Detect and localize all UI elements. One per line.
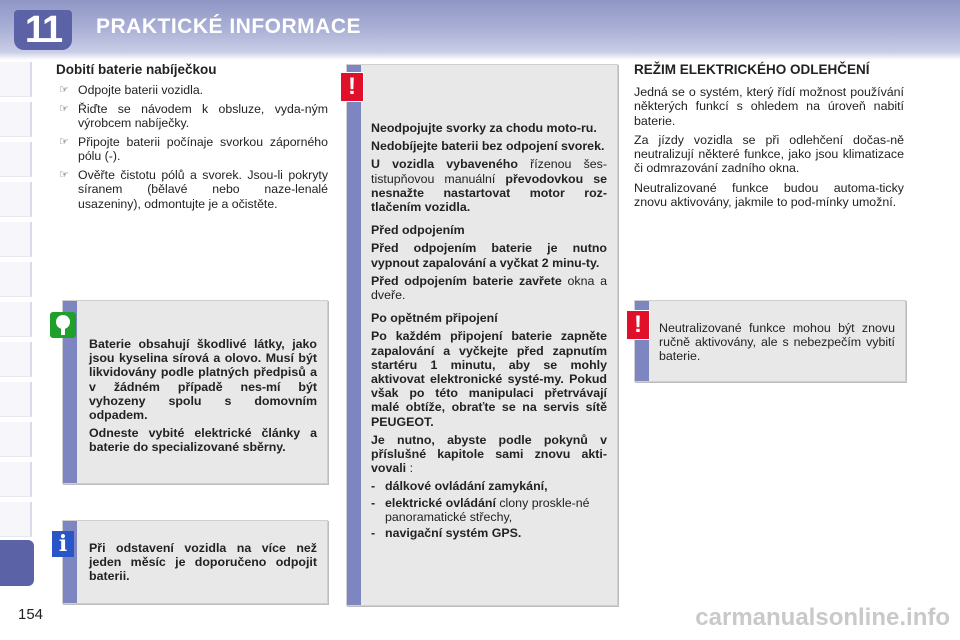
subheading: Před odpojením <box>371 223 465 238</box>
watermark: carmanualsonline.info <box>695 604 950 631</box>
neutralize-warning-box <box>634 300 906 382</box>
warning-text: U vozidla vybaveného řízenou šes-tistupňovou manuální převodovkou se nesnažte nastartovat motor roz-tlačením vozidla. <box>371 157 607 215</box>
list-item: - elektrické ovládání clony proskle-né panoramatické střechy, <box>371 495 590 524</box>
paragraph: Jedná se o systém, který řídí možnost používání některých funkcí s ohledem na úroveň nabití baterie. <box>634 85 904 128</box>
warning-text: Před odpojením baterie je nutno vypnout zapalování a vyčkat 2 minu-ty. <box>371 241 607 270</box>
info-note-text: Při odstavení vozidla na více než jeden měsíc je doporučeno odpojit baterii. <box>89 541 317 584</box>
paragraph: Neutralizované funkce budou automa-ticky znovu aktivovány, jakmile to pod-mínky umožní. <box>634 180 904 210</box>
side-tab[interactable] <box>0 342 32 377</box>
side-tab[interactable] <box>0 462 32 497</box>
side-tab[interactable] <box>0 262 32 297</box>
exclamation-icon: ! <box>626 310 650 340</box>
eco-note-text: Odneste vybité elektrické články a baterie do specializované sběrny. <box>89 426 317 455</box>
header-fade <box>0 52 960 60</box>
side-tab[interactable] <box>0 422 32 457</box>
arrow-bullet-icon: ☞ <box>59 168 69 181</box>
list-item: - dálkové ovládání zamykání, <box>371 479 548 494</box>
side-tab[interactable] <box>0 302 32 337</box>
side-tab[interactable] <box>0 502 32 537</box>
side-tab[interactable] <box>0 102 32 137</box>
chapter-number-tab: 11 <box>14 10 72 50</box>
side-tab[interactable] <box>0 62 32 97</box>
box-accent-bar <box>347 65 361 605</box>
warning-text: Po každém připojení baterie zapněte zapalování a vyčkejte před zapnutím startéru 1 minutu, aby se mohly aktivovat elektronické systé-my. Pokud však po této manipulaci přetrvávají malé obtíže, obraťte se na servis sítě PEUGEOT. <box>371 329 607 429</box>
arrow-bullet-icon: ☞ <box>59 84 69 96</box>
side-tab[interactable] <box>0 182 32 217</box>
paragraph: Za jízdy vozidla se při odlehčení dočas-ně neutralizují některé funkce, jako jsou klimatizace či odmrazování zadního okna. <box>634 132 904 176</box>
warning-text: Je nutno, abyste podle pokynů v příslušné kapitole sami znovu akti-vovali : <box>371 432 607 476</box>
side-tab-active[interactable] <box>0 540 34 586</box>
eco-note-box <box>62 300 328 484</box>
side-tab[interactable] <box>0 222 32 257</box>
warning-text: Neodpojujte svorky za chodu moto-ru. <box>371 121 597 135</box>
arrow-bullet-icon: ☞ <box>59 135 69 148</box>
page-number: 154 <box>18 606 44 623</box>
arrow-bullet-icon: ☞ <box>59 102 69 115</box>
list-item: ☞ Řiďte se návodem k obsluze, vyda-ným výrobcem nabíječky. <box>59 101 328 130</box>
list-item: ☞ Připojte baterii počínaje svorkou záporného pólu (-). <box>59 134 328 163</box>
section-heading: Dobití baterie nabíječkou <box>56 62 217 77</box>
side-tab[interactable] <box>0 382 32 417</box>
subheading: Po opětném připojení <box>371 311 498 326</box>
tree-icon <box>50 312 76 338</box>
side-tab-strip <box>0 62 30 582</box>
warning-text: Neutralizované funkce mohou být znovu ručně aktivovány, ale s nebezpečím vybití baterie. <box>659 321 895 364</box>
warning-text: Nedobíjejte baterii bez odpojení svorek. <box>371 139 605 154</box>
info-note-box <box>62 520 328 604</box>
battery-charging-section <box>56 62 328 215</box>
list-item: - navigační systém GPS. <box>371 526 522 541</box>
info-icon: i <box>52 531 74 557</box>
side-tab[interactable] <box>0 142 32 177</box>
battery-warning-box <box>346 64 618 606</box>
exclamation-icon: ! <box>340 72 364 102</box>
list-item: ☞ Odpojte baterii vozidla. <box>59 83 204 97</box>
warning-text: Před odpojením baterie zavřete okna a dveře. <box>371 273 607 303</box>
section-heading: REŽIM ELEKTRICKÉHO ODLEHČENÍ <box>634 62 870 77</box>
page-title: PRAKTICKÉ INFORMACE <box>96 15 361 38</box>
eco-note-text: Baterie obsahují škodlivé látky, jako jsou kyselina sírová a olovo. Musí být likvidovány podle platných předpisů a v žádném případě nes-mí být vyhozeny spolu s domovním odpadem. <box>89 337 317 423</box>
list-item: ☞ Ověřte čistotu pólů a svorek. Jsou-li pokryty síranem (bělavé nebo naze-lenalé usazeniny), odmontujte je a očistěte. <box>59 167 328 211</box>
electric-load-section <box>634 62 904 214</box>
